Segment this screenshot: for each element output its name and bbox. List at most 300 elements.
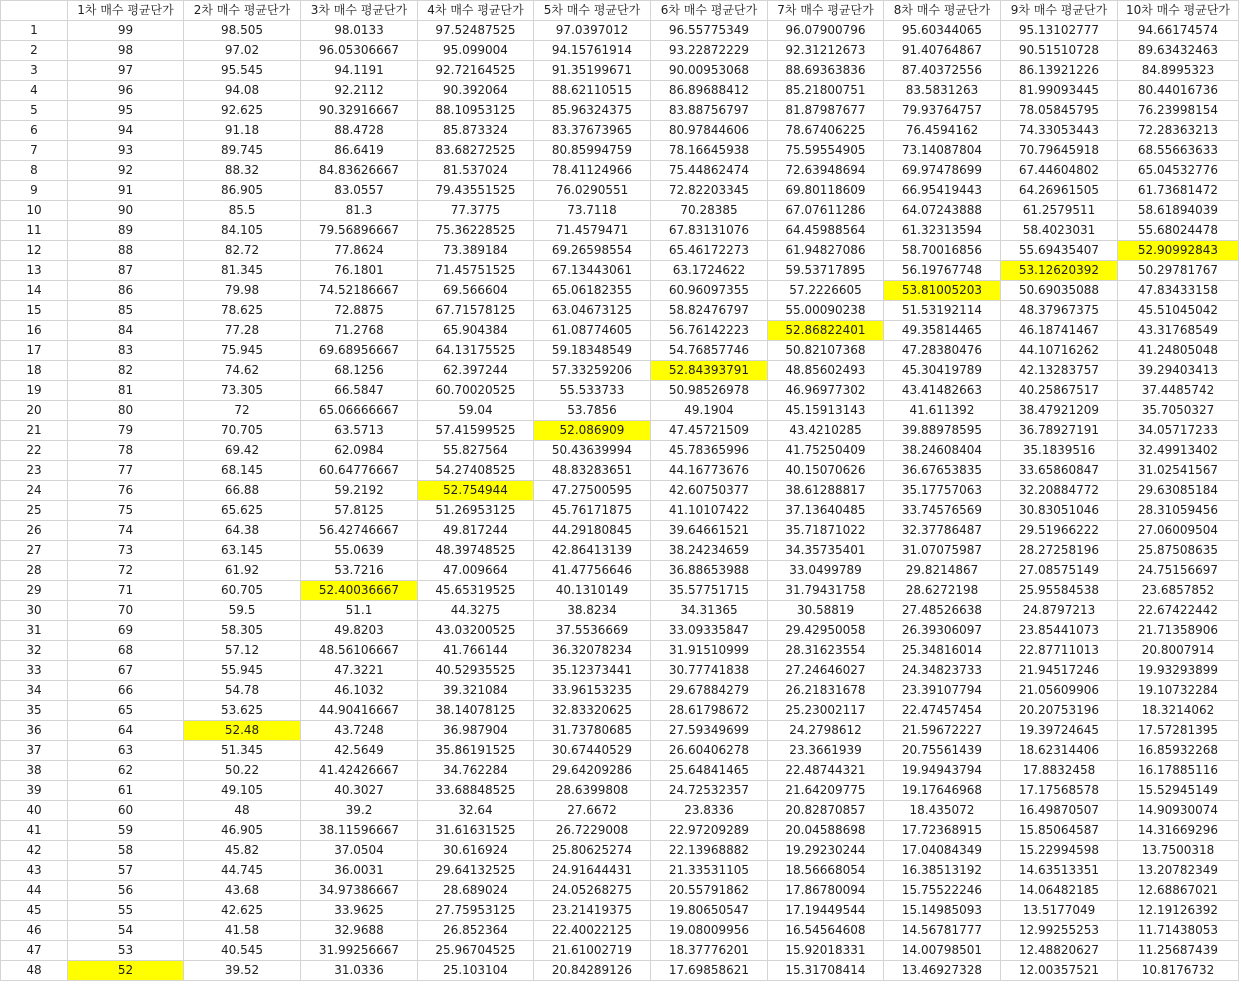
table-cell[interactable]: 37.13640485 xyxy=(768,501,884,521)
table-cell[interactable]: 50.82107368 xyxy=(768,341,884,361)
row-number-cell[interactable]: 40 xyxy=(1,801,68,821)
table-cell[interactable]: 61.08774605 xyxy=(534,321,651,341)
table-cell[interactable]: 49.105 xyxy=(184,781,301,801)
table-cell[interactable]: 73.389184 xyxy=(418,241,534,261)
corner-cell[interactable] xyxy=(1,1,68,21)
table-cell[interactable]: 11.25687439 xyxy=(1118,941,1239,961)
table-cell[interactable]: 57.8125 xyxy=(301,501,418,521)
row-number-cell[interactable]: 22 xyxy=(1,441,68,461)
table-cell[interactable]: 15.22994598 xyxy=(1001,841,1118,861)
table-cell[interactable]: 23.6857852 xyxy=(1118,581,1239,601)
table-cell[interactable]: 57.33259206 xyxy=(534,361,651,381)
table-cell[interactable]: 75.44862474 xyxy=(651,161,768,181)
table-cell[interactable]: 14.31669296 xyxy=(1118,821,1239,841)
table-cell[interactable]: 41.42426667 xyxy=(301,761,418,781)
row-number-cell[interactable]: 17 xyxy=(1,341,68,361)
table-cell[interactable]: 21.05609906 xyxy=(1001,681,1118,701)
table-cell[interactable]: 12.99255253 xyxy=(1001,921,1118,941)
table-cell[interactable]: 72.63948694 xyxy=(768,161,884,181)
table-cell[interactable]: 43.68 xyxy=(184,881,301,901)
table-cell[interactable]: 77.8624 xyxy=(301,241,418,261)
table-cell[interactable]: 89.63432463 xyxy=(1118,41,1239,61)
row-number-cell[interactable]: 5 xyxy=(1,101,68,121)
table-cell[interactable]: 39.64661521 xyxy=(651,521,768,541)
table-cell[interactable]: 85 xyxy=(68,301,184,321)
table-cell[interactable]: 16.38513192 xyxy=(884,861,1001,881)
row-number-cell[interactable]: 27 xyxy=(1,541,68,561)
table-cell[interactable]: 34.762284 xyxy=(418,761,534,781)
table-cell[interactable]: 55.68024478 xyxy=(1118,221,1239,241)
table-cell[interactable]: 68 xyxy=(68,641,184,661)
table-cell[interactable]: 84.105 xyxy=(184,221,301,241)
table-cell[interactable]: 17.72368915 xyxy=(884,821,1001,841)
table-cell[interactable]: 59.5 xyxy=(184,601,301,621)
table-cell[interactable]: 79.93764757 xyxy=(884,101,1001,121)
table-cell[interactable]: 65.625 xyxy=(184,501,301,521)
highlighted-cell[interactable]: 53.81005203 xyxy=(884,281,1001,301)
table-cell[interactable]: 27.75953125 xyxy=(418,901,534,921)
table-cell[interactable]: 33.65860847 xyxy=(1001,461,1118,481)
table-cell[interactable]: 33.0499789 xyxy=(768,561,884,581)
row-number-cell[interactable]: 16 xyxy=(1,321,68,341)
table-cell[interactable]: 58.70016856 xyxy=(884,241,1001,261)
table-cell[interactable]: 41.24805048 xyxy=(1118,341,1239,361)
table-cell[interactable]: 57 xyxy=(68,861,184,881)
table-cell[interactable]: 63 xyxy=(68,741,184,761)
table-cell[interactable]: 22.67422442 xyxy=(1118,601,1239,621)
table-cell[interactable]: 64 xyxy=(68,721,184,741)
table-cell[interactable]: 66 xyxy=(68,681,184,701)
table-cell[interactable]: 54.76857746 xyxy=(651,341,768,361)
table-cell[interactable]: 55.827564 xyxy=(418,441,534,461)
table-cell[interactable]: 51.345 xyxy=(184,741,301,761)
table-cell[interactable]: 30.616924 xyxy=(418,841,534,861)
table-cell[interactable]: 45.82 xyxy=(184,841,301,861)
table-cell[interactable]: 92.2112 xyxy=(301,81,418,101)
table-cell[interactable]: 71.45751525 xyxy=(418,261,534,281)
table-cell[interactable]: 34.31365 xyxy=(651,601,768,621)
table-cell[interactable]: 67 xyxy=(68,661,184,681)
table-cell[interactable]: 64.07243888 xyxy=(884,201,1001,221)
table-cell[interactable]: 58.82476797 xyxy=(651,301,768,321)
table-cell[interactable]: 24.91644431 xyxy=(534,861,651,881)
table-cell[interactable]: 19.94943794 xyxy=(884,761,1001,781)
table-cell[interactable]: 39.29403413 xyxy=(1118,361,1239,381)
table-cell[interactable]: 71.4579471 xyxy=(534,221,651,241)
row-number-cell[interactable]: 6 xyxy=(1,121,68,141)
table-cell[interactable]: 35.1839516 xyxy=(1001,441,1118,461)
column-header-4[interactable]: 4차 매수 평균단가 xyxy=(418,1,534,21)
table-cell[interactable]: 44.16773676 xyxy=(651,461,768,481)
table-cell[interactable]: 68.1256 xyxy=(301,361,418,381)
table-cell[interactable]: 70.79645918 xyxy=(1001,141,1118,161)
table-cell[interactable]: 66.95419443 xyxy=(884,181,1001,201)
table-cell[interactable]: 55 xyxy=(68,901,184,921)
table-cell[interactable]: 29.64209286 xyxy=(534,761,651,781)
table-cell[interactable]: 92 xyxy=(68,161,184,181)
table-cell[interactable]: 19.93293899 xyxy=(1118,661,1239,681)
table-cell[interactable]: 46.905 xyxy=(184,821,301,841)
table-cell[interactable]: 80.44016736 xyxy=(1118,81,1239,101)
table-cell[interactable]: 95.099004 xyxy=(418,41,534,61)
table-cell[interactable]: 96.07900796 xyxy=(768,21,884,41)
table-cell[interactable]: 81 xyxy=(68,381,184,401)
table-cell[interactable]: 76.0290551 xyxy=(534,181,651,201)
table-cell[interactable]: 60 xyxy=(68,801,184,821)
table-cell[interactable]: 46.1032 xyxy=(301,681,418,701)
table-cell[interactable]: 73.7118 xyxy=(534,201,651,221)
table-cell[interactable]: 78.41124966 xyxy=(534,161,651,181)
table-cell[interactable]: 21.59672227 xyxy=(884,721,1001,741)
table-cell[interactable]: 79.98 xyxy=(184,281,301,301)
table-cell[interactable]: 63.145 xyxy=(184,541,301,561)
table-cell[interactable]: 63.5713 xyxy=(301,421,418,441)
table-cell[interactable]: 62 xyxy=(68,761,184,781)
table-cell[interactable]: 54 xyxy=(68,921,184,941)
highlighted-cell[interactable]: 53.12620392 xyxy=(1001,261,1118,281)
table-cell[interactable]: 74 xyxy=(68,521,184,541)
table-cell[interactable]: 58 xyxy=(68,841,184,861)
highlighted-cell[interactable]: 52.90992843 xyxy=(1118,241,1239,261)
table-cell[interactable]: 40.3027 xyxy=(301,781,418,801)
table-cell[interactable]: 25.95584538 xyxy=(1001,581,1118,601)
table-cell[interactable]: 94.1191 xyxy=(301,61,418,81)
table-cell[interactable]: 40.545 xyxy=(184,941,301,961)
table-cell[interactable]: 17.86780094 xyxy=(768,881,884,901)
table-cell[interactable]: 31.73780685 xyxy=(534,721,651,741)
table-cell[interactable]: 84.8995323 xyxy=(1118,61,1239,81)
table-cell[interactable]: 20.82870857 xyxy=(768,801,884,821)
table-cell[interactable]: 47.45721509 xyxy=(651,421,768,441)
table-cell[interactable]: 83.5831263 xyxy=(884,81,1001,101)
table-cell[interactable]: 34.05717233 xyxy=(1118,421,1239,441)
row-number-cell[interactable]: 37 xyxy=(1,741,68,761)
table-cell[interactable]: 81.3 xyxy=(301,201,418,221)
row-number-cell[interactable]: 23 xyxy=(1,461,68,481)
table-cell[interactable]: 69.26598554 xyxy=(534,241,651,261)
table-cell[interactable]: 49.817244 xyxy=(418,521,534,541)
table-cell[interactable]: 90.00953068 xyxy=(651,61,768,81)
table-cell[interactable]: 83.37673965 xyxy=(534,121,651,141)
table-cell[interactable]: 20.04588698 xyxy=(768,821,884,841)
table-cell[interactable]: 70 xyxy=(68,601,184,621)
table-cell[interactable]: 43.03200525 xyxy=(418,621,534,641)
table-cell[interactable]: 85.21800751 xyxy=(768,81,884,101)
table-cell[interactable]: 38.24608404 xyxy=(884,441,1001,461)
table-cell[interactable]: 41.611392 xyxy=(884,401,1001,421)
table-cell[interactable]: 81.537024 xyxy=(418,161,534,181)
table-cell[interactable]: 32.20884772 xyxy=(1001,481,1118,501)
row-number-cell[interactable]: 38 xyxy=(1,761,68,781)
table-cell[interactable]: 19.17646968 xyxy=(884,781,1001,801)
table-cell[interactable]: 20.20753196 xyxy=(1001,701,1118,721)
table-cell[interactable]: 50.98526978 xyxy=(651,381,768,401)
row-number-cell[interactable]: 18 xyxy=(1,361,68,381)
row-number-cell[interactable]: 28 xyxy=(1,561,68,581)
table-cell[interactable]: 71.2768 xyxy=(301,321,418,341)
table-cell[interactable]: 88.4728 xyxy=(301,121,418,141)
table-cell[interactable]: 30.67440529 xyxy=(534,741,651,761)
table-cell[interactable]: 18.435072 xyxy=(884,801,1001,821)
table-cell[interactable]: 23.8336 xyxy=(651,801,768,821)
table-cell[interactable]: 67.44604802 xyxy=(1001,161,1118,181)
table-cell[interactable]: 97.02 xyxy=(184,41,301,61)
table-cell[interactable]: 25.34816014 xyxy=(884,641,1001,661)
table-cell[interactable]: 22.87711013 xyxy=(1001,641,1118,661)
table-cell[interactable]: 36.32078234 xyxy=(534,641,651,661)
table-cell[interactable]: 41.75250409 xyxy=(768,441,884,461)
row-number-cell[interactable]: 14 xyxy=(1,281,68,301)
table-cell[interactable]: 65.06182355 xyxy=(534,281,651,301)
table-cell[interactable]: 51.53192114 xyxy=(884,301,1001,321)
table-cell[interactable]: 77.3775 xyxy=(418,201,534,221)
table-cell[interactable]: 71 xyxy=(68,581,184,601)
table-cell[interactable]: 23.39107794 xyxy=(884,681,1001,701)
table-cell[interactable]: 81.345 xyxy=(184,261,301,281)
table-cell[interactable]: 47.009664 xyxy=(418,561,534,581)
table-cell[interactable]: 64.13175525 xyxy=(418,341,534,361)
table-cell[interactable]: 98.0133 xyxy=(301,21,418,41)
row-number-cell[interactable]: 44 xyxy=(1,881,68,901)
table-cell[interactable]: 35.57751715 xyxy=(651,581,768,601)
table-cell[interactable]: 29.63085184 xyxy=(1118,481,1239,501)
table-cell[interactable]: 22.40022125 xyxy=(534,921,651,941)
table-cell[interactable]: 67.71578125 xyxy=(418,301,534,321)
table-cell[interactable]: 41.58 xyxy=(184,921,301,941)
table-cell[interactable]: 33.09335847 xyxy=(651,621,768,641)
column-header-6[interactable]: 6차 매수 평균단가 xyxy=(651,1,768,21)
column-header-10[interactable]: 10차 매수 평균단가 xyxy=(1118,1,1239,21)
table-cell[interactable]: 22.97209289 xyxy=(651,821,768,841)
table-cell[interactable]: 63.04673125 xyxy=(534,301,651,321)
table-cell[interactable]: 61.32313594 xyxy=(884,221,1001,241)
table-cell[interactable]: 69.566604 xyxy=(418,281,534,301)
table-cell[interactable]: 45.78365996 xyxy=(651,441,768,461)
table-cell[interactable]: 22.47457454 xyxy=(884,701,1001,721)
table-cell[interactable]: 92.31212673 xyxy=(768,41,884,61)
table-cell[interactable]: 30.58819 xyxy=(768,601,884,621)
table-cell[interactable]: 21.61002719 xyxy=(534,941,651,961)
table-cell[interactable]: 90.51510728 xyxy=(1001,41,1118,61)
table-cell[interactable]: 19.10732284 xyxy=(1118,681,1239,701)
table-cell[interactable]: 89 xyxy=(68,221,184,241)
table-cell[interactable]: 24.72532357 xyxy=(651,781,768,801)
table-cell[interactable]: 93 xyxy=(68,141,184,161)
table-cell[interactable]: 61.73681472 xyxy=(1118,181,1239,201)
table-cell[interactable]: 91.40764867 xyxy=(884,41,1001,61)
table-cell[interactable]: 53.625 xyxy=(184,701,301,721)
table-cell[interactable]: 91.35199671 xyxy=(534,61,651,81)
table-cell[interactable]: 15.75522246 xyxy=(884,881,1001,901)
table-cell[interactable]: 61.2579511 xyxy=(1001,201,1118,221)
row-number-cell[interactable]: 9 xyxy=(1,181,68,201)
table-cell[interactable]: 49.1904 xyxy=(651,401,768,421)
table-cell[interactable]: 17.19449544 xyxy=(768,901,884,921)
table-cell[interactable]: 41.766144 xyxy=(418,641,534,661)
table-cell[interactable]: 67.13443061 xyxy=(534,261,651,281)
table-cell[interactable]: 54.27408525 xyxy=(418,461,534,481)
highlighted-cell[interactable]: 52.86822401 xyxy=(768,321,884,341)
table-cell[interactable]: 19.39724645 xyxy=(1001,721,1118,741)
table-cell[interactable]: 32.49913402 xyxy=(1118,441,1239,461)
table-cell[interactable]: 27.06009504 xyxy=(1118,521,1239,541)
table-cell[interactable]: 14.90930074 xyxy=(1118,801,1239,821)
row-number-cell[interactable]: 46 xyxy=(1,921,68,941)
table-cell[interactable]: 45.30419789 xyxy=(884,361,1001,381)
row-number-cell[interactable]: 4 xyxy=(1,81,68,101)
table-cell[interactable]: 25.103104 xyxy=(418,961,534,981)
table-cell[interactable]: 33.74576569 xyxy=(884,501,1001,521)
table-cell[interactable]: 88.10953125 xyxy=(418,101,534,121)
table-cell[interactable]: 15.92018331 xyxy=(768,941,884,961)
table-cell[interactable]: 32.64 xyxy=(418,801,534,821)
row-number-cell[interactable]: 25 xyxy=(1,501,68,521)
table-cell[interactable]: 69.80118609 xyxy=(768,181,884,201)
table-cell[interactable]: 82 xyxy=(68,361,184,381)
column-header-2[interactable]: 2차 매수 평균단가 xyxy=(184,1,301,21)
table-cell[interactable]: 37.4485742 xyxy=(1118,381,1239,401)
table-cell[interactable]: 62.397244 xyxy=(418,361,534,381)
table-cell[interactable]: 20.8007914 xyxy=(1118,641,1239,661)
table-cell[interactable]: 40.25867517 xyxy=(1001,381,1118,401)
table-cell[interactable]: 61.92 xyxy=(184,561,301,581)
table-cell[interactable]: 79.43551525 xyxy=(418,181,534,201)
table-cell[interactable]: 24.34823733 xyxy=(884,661,1001,681)
table-cell[interactable]: 34.97386667 xyxy=(301,881,418,901)
table-cell[interactable]: 15.52945149 xyxy=(1118,781,1239,801)
table-cell[interactable]: 35.12373441 xyxy=(534,661,651,681)
table-cell[interactable]: 19.80650547 xyxy=(651,901,768,921)
table-cell[interactable]: 88.32 xyxy=(184,161,301,181)
table-cell[interactable]: 39.2 xyxy=(301,801,418,821)
table-cell[interactable]: 63.1724622 xyxy=(651,261,768,281)
table-cell[interactable]: 73.305 xyxy=(184,381,301,401)
table-cell[interactable]: 21.64209775 xyxy=(768,781,884,801)
table-cell[interactable]: 57.41599525 xyxy=(418,421,534,441)
table-cell[interactable]: 44.29180845 xyxy=(534,521,651,541)
table-cell[interactable]: 45.65319525 xyxy=(418,581,534,601)
table-cell[interactable]: 33.9625 xyxy=(301,901,418,921)
table-cell[interactable]: 44.3275 xyxy=(418,601,534,621)
table-cell[interactable]: 45.51045042 xyxy=(1118,301,1239,321)
table-cell[interactable]: 53.7856 xyxy=(534,401,651,421)
row-number-cell[interactable]: 48 xyxy=(1,961,68,981)
row-number-cell[interactable]: 29 xyxy=(1,581,68,601)
table-cell[interactable]: 40.15070626 xyxy=(768,461,884,481)
table-cell[interactable]: 16.49870507 xyxy=(1001,801,1118,821)
table-cell[interactable]: 86 xyxy=(68,281,184,301)
table-cell[interactable]: 48.56106667 xyxy=(301,641,418,661)
table-cell[interactable]: 32.9688 xyxy=(301,921,418,941)
table-cell[interactable]: 94 xyxy=(68,121,184,141)
table-cell[interactable]: 58.61894039 xyxy=(1118,201,1239,221)
row-number-cell[interactable]: 47 xyxy=(1,941,68,961)
table-cell[interactable]: 56.42746667 xyxy=(301,521,418,541)
table-cell[interactable]: 75.36228525 xyxy=(418,221,534,241)
table-cell[interactable]: 42.5649 xyxy=(301,741,418,761)
table-cell[interactable]: 76.1801 xyxy=(301,261,418,281)
table-cell[interactable]: 78.625 xyxy=(184,301,301,321)
row-number-cell[interactable]: 11 xyxy=(1,221,68,241)
table-cell[interactable]: 49.8203 xyxy=(301,621,418,641)
table-cell[interactable]: 19.29230244 xyxy=(768,841,884,861)
table-cell[interactable]: 75.945 xyxy=(184,341,301,361)
table-cell[interactable]: 46.18741467 xyxy=(1001,321,1118,341)
row-number-cell[interactable]: 36 xyxy=(1,721,68,741)
table-cell[interactable]: 83 xyxy=(68,341,184,361)
table-cell[interactable]: 65.06666667 xyxy=(301,401,418,421)
table-cell[interactable]: 50.22 xyxy=(184,761,301,781)
table-cell[interactable]: 65.904384 xyxy=(418,321,534,341)
table-cell[interactable]: 38.47921209 xyxy=(1001,401,1118,421)
table-cell[interactable]: 60.96097355 xyxy=(651,281,768,301)
table-cell[interactable]: 32.37786487 xyxy=(884,521,1001,541)
table-cell[interactable]: 43.41482663 xyxy=(884,381,1001,401)
table-cell[interactable]: 21.94517246 xyxy=(1001,661,1118,681)
table-cell[interactable]: 24.05268275 xyxy=(534,881,651,901)
table-cell[interactable]: 36.987904 xyxy=(418,721,534,741)
table-cell[interactable]: 88.62110515 xyxy=(534,81,651,101)
table-cell[interactable]: 16.54564608 xyxy=(768,921,884,941)
table-cell[interactable]: 60.70020525 xyxy=(418,381,534,401)
table-cell[interactable]: 92.625 xyxy=(184,101,301,121)
table-cell[interactable]: 93.22872229 xyxy=(651,41,768,61)
table-cell[interactable]: 33.96153235 xyxy=(534,681,651,701)
table-cell[interactable]: 47.3221 xyxy=(301,661,418,681)
table-cell[interactable]: 26.60406278 xyxy=(651,741,768,761)
table-cell[interactable]: 96.55775349 xyxy=(651,21,768,41)
table-cell[interactable]: 72 xyxy=(68,561,184,581)
table-cell[interactable]: 48.85602493 xyxy=(768,361,884,381)
table-cell[interactable]: 12.00357521 xyxy=(1001,961,1118,981)
table-cell[interactable]: 88.69363836 xyxy=(768,61,884,81)
table-cell[interactable]: 47.83433158 xyxy=(1118,281,1239,301)
row-number-cell[interactable]: 15 xyxy=(1,301,68,321)
table-cell[interactable]: 15.31708414 xyxy=(768,961,884,981)
column-header-3[interactable]: 3차 매수 평균단가 xyxy=(301,1,418,21)
table-cell[interactable]: 61.94827086 xyxy=(768,241,884,261)
table-cell[interactable]: 35.17757063 xyxy=(884,481,1001,501)
table-cell[interactable]: 23.21419375 xyxy=(534,901,651,921)
row-number-cell[interactable]: 24 xyxy=(1,481,68,501)
table-cell[interactable]: 50.43639994 xyxy=(534,441,651,461)
table-cell[interactable]: 95.545 xyxy=(184,61,301,81)
table-cell[interactable]: 44.745 xyxy=(184,861,301,881)
table-cell[interactable]: 18.62314406 xyxy=(1001,741,1118,761)
table-cell[interactable]: 57.2226605 xyxy=(768,281,884,301)
row-number-cell[interactable]: 1 xyxy=(1,21,68,41)
table-cell[interactable]: 81.99093445 xyxy=(1001,81,1118,101)
table-cell[interactable]: 48.39748525 xyxy=(418,541,534,561)
table-cell[interactable]: 43.4210285 xyxy=(768,421,884,441)
table-cell[interactable]: 90 xyxy=(68,201,184,221)
table-cell[interactable]: 43.7248 xyxy=(301,721,418,741)
table-cell[interactable]: 55.0639 xyxy=(301,541,418,561)
table-cell[interactable]: 28.27258196 xyxy=(1001,541,1118,561)
table-cell[interactable]: 53.7216 xyxy=(301,561,418,581)
table-cell[interactable]: 25.96704525 xyxy=(418,941,534,961)
table-cell[interactable]: 17.8832458 xyxy=(1001,761,1118,781)
table-cell[interactable]: 20.55791862 xyxy=(651,881,768,901)
row-number-cell[interactable]: 8 xyxy=(1,161,68,181)
table-cell[interactable]: 85.96324375 xyxy=(534,101,651,121)
highlighted-cell[interactable]: 52.40036667 xyxy=(301,581,418,601)
table-cell[interactable]: 77 xyxy=(68,461,184,481)
table-cell[interactable]: 14.63513351 xyxy=(1001,861,1118,881)
table-cell[interactable]: 78 xyxy=(68,441,184,461)
table-cell[interactable]: 69 xyxy=(68,621,184,641)
table-cell[interactable]: 38.14078125 xyxy=(418,701,534,721)
